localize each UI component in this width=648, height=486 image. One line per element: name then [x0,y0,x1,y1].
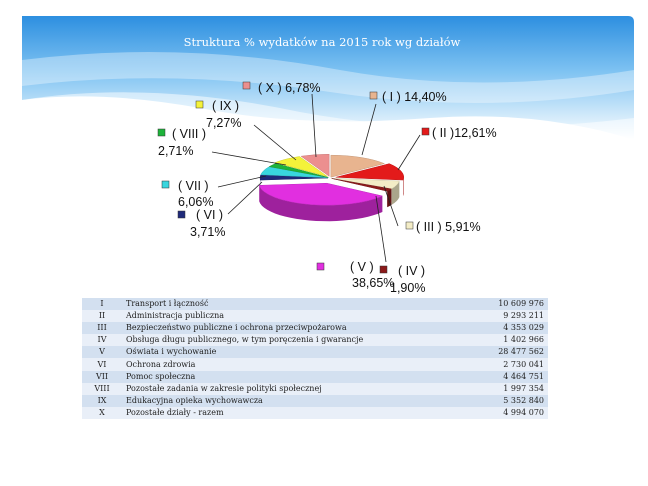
cell-value: 2 730 041 [471,358,548,370]
leader-line-x [312,94,316,157]
cell-value: 1 402 966 [471,334,548,346]
slice-label-iii: ( III ) 5,91% [416,220,481,234]
slice-label-ii: ( II )12,61% [432,126,497,140]
cell-value: 9 293 211 [471,310,548,322]
cell-value: 28 477 562 [471,346,548,358]
leader-line-i [362,104,376,155]
cell-name: Oświata i wychowanie [122,346,471,358]
table-row [82,334,548,346]
cell-name: Transport i łączność [122,298,471,310]
slice-label-x: ( X ) 6,78% [258,81,321,95]
slice-label-v: ( V ) [350,260,374,274]
slice-label-i: ( I ) 14,40% [382,90,447,104]
cell-value: 1 997 354 [471,383,548,395]
legend-key-iv [380,266,387,273]
legend-key-ix [196,101,203,108]
slice-value-vi: 3,71% [190,225,226,239]
cell-value: 5 352 840 [471,395,548,407]
slice-label-vii: ( VII ) [178,179,209,193]
cell-name: Bezpieczeństwo publiczne i ochrona przeciwpożarowa [122,322,471,334]
cell-num: V [82,346,122,358]
legend-key-vi [178,211,185,218]
table-row [82,298,548,310]
table-row [82,322,548,334]
cell-name: Obsługa długu publicznego, w tym poręczenia i gwarancje [122,334,471,346]
table-row [82,371,548,383]
slice-value-v: 38,65% [352,276,395,290]
table-row [82,310,548,322]
leader-line-vi [228,182,262,214]
slice-value-viii: 2,71% [158,144,194,158]
legend-key-vii [162,181,169,188]
legend-key-viii [158,129,165,136]
cell-value: 4 353 029 [471,322,548,334]
cell-num: VIII [82,383,122,395]
cell-name: Pozostałe zadania w zakresie polityki społecznej [122,383,471,395]
cell-num: III [82,322,122,334]
cell-name: Ochrona zdrowia [122,358,471,370]
cell-name: Pozostałe działy - razem [122,407,471,419]
budget-table [82,298,548,419]
cell-num: X [82,407,122,419]
cell-name: Administracja publiczna [122,310,471,322]
table-row [82,346,548,358]
cell-num: VI [82,358,122,370]
cell-value: 4 994 070 [471,407,548,419]
cell-value: 4 464 751 [471,371,548,383]
cell-num: IX [82,395,122,407]
table-row [82,383,548,395]
slice-label-viii: ( VIII ) [172,127,207,141]
slice-label-iv: ( IV ) [398,264,426,278]
slice-label-ix: ( IX ) [212,99,240,113]
chart-title: Struktura % wydatków na 2015 rok wg działów [183,35,461,49]
leader-line-ii [398,135,420,170]
legend-key-x [243,82,250,89]
cell-num: I [82,298,122,310]
table-row [82,358,548,370]
slice-label-vi: ( VI ) [196,208,224,222]
cell-num: VII [82,371,122,383]
cell-name: Pomoc społeczna [122,371,471,383]
legend-key-v [317,263,324,270]
slice-value-ix: 7,27% [206,116,242,130]
cell-num: II [82,310,122,322]
legend-key-ii [422,128,429,135]
slice-value-vii: 6,06% [178,195,214,209]
table-row [82,395,548,407]
leader-line-ix [254,125,296,160]
leader-line-viii [212,152,286,165]
table-row [82,407,548,419]
cell-num: IV [82,334,122,346]
slice-value-iv: 1,90% [390,281,426,295]
legend-key-i [370,92,377,99]
cell-value: 10 609 976 [471,298,548,310]
cell-name: Edukacyjna opieka wychowawcza [122,395,471,407]
legend-key-iii [406,222,413,229]
